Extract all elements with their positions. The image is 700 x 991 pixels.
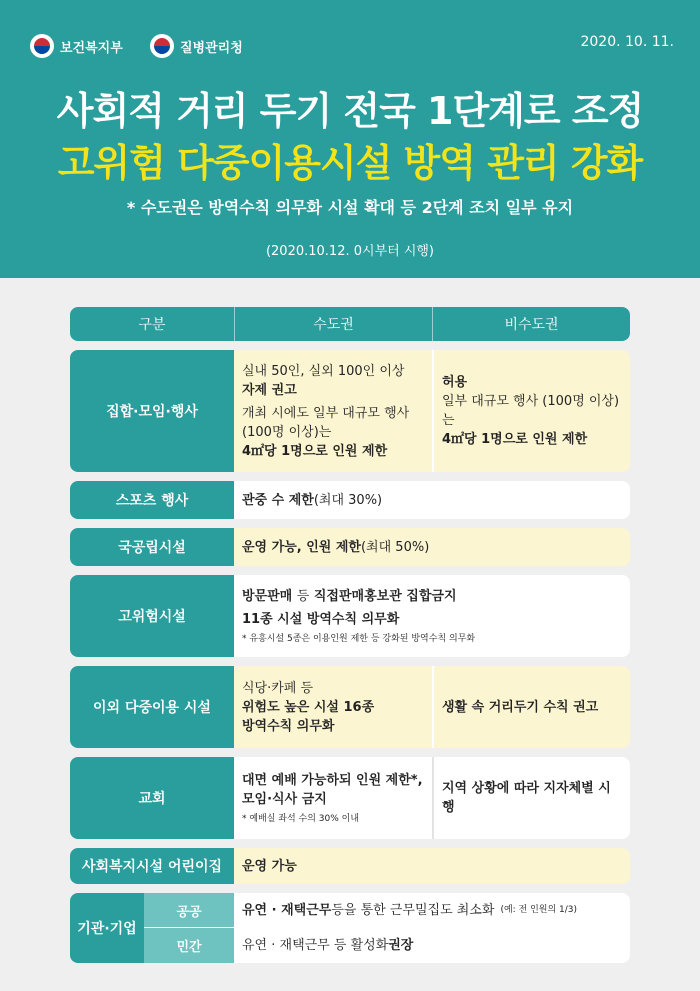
non-metro-cell: [432, 757, 630, 839]
text: 유연 · 재택근무: [242, 902, 332, 918]
text: 직접판매홍보관 집합금지: [309, 588, 457, 604]
ministry-logo-1: [30, 34, 123, 58]
sub-row-private: [144, 928, 630, 963]
ministry-name-2: 질병관리청: [180, 40, 243, 56]
merged-cell: [234, 575, 630, 657]
table-row: [70, 848, 630, 884]
row-category: 스포츠 행사: [70, 481, 234, 519]
text: 4㎡당 1명으로 인원 제한: [242, 443, 388, 459]
text: 대면 예배 가능하되 인원 제한*,: [242, 772, 423, 788]
text: 등: [296, 588, 310, 604]
text: 유연 · 재택근무 등 활성화: [242, 938, 389, 953]
column-header: 수도권: [234, 307, 432, 341]
text: 4㎡당 1명으로 인원 제한: [442, 432, 588, 447]
row-category: 집합·모임·행사: [70, 350, 234, 472]
metro-cell: [234, 350, 432, 472]
text: (최대 50%): [360, 539, 430, 555]
row-category: 이외 다중이용 시설: [70, 666, 234, 748]
ministry-logo-2: [150, 34, 243, 58]
note: (예: 전 인원의 1/3): [500, 904, 578, 915]
text: 개최 시에도 일부 대규모 행사 (100명 이상)는: [242, 405, 410, 440]
title-line-2: 고위험 다중이용시설 방역 관리 강화: [57, 141, 643, 185]
column-header: 비수도권: [432, 307, 630, 341]
private-cell: [234, 928, 630, 963]
text: 운영 가능: [242, 858, 297, 874]
text: 생활 속 거리두기 수칙 권고: [442, 699, 599, 715]
table-row: [70, 893, 630, 963]
table-row: [70, 481, 630, 519]
text: 11종 시설 방역수칙 의무화: [242, 611, 400, 627]
text: 방역수칙 의무화: [242, 718, 335, 734]
merged-cell: [234, 848, 630, 884]
text: 지역 상황에 따라 지자체별 시행: [442, 781, 611, 815]
text: (최대 30%): [313, 492, 383, 508]
table-row: [70, 757, 630, 839]
text: 자제 권고: [242, 382, 297, 398]
sub-row-label: 민간: [144, 928, 234, 963]
note: * 유흥시설 5종은 이용인원 제한 등 강화된 방역수칙 의무화: [242, 633, 476, 644]
text: 모임·식사 금지: [242, 791, 327, 807]
merged-cell: [234, 481, 630, 519]
text: 권장: [388, 938, 414, 953]
ministry-name-1: 보건복지부: [60, 40, 123, 56]
sub-row-public: [144, 893, 630, 928]
table-row: [70, 350, 630, 472]
text: 관중 수 제한: [242, 492, 314, 508]
table-row: [70, 575, 630, 657]
taegeuk-icon: [150, 34, 174, 58]
column-header: 구분: [138, 317, 166, 333]
table-row: [70, 528, 630, 566]
row-category: 사회복지시설 어린이집: [70, 848, 234, 884]
merged-cell: [234, 528, 630, 566]
public-cell: [234, 893, 630, 927]
row-category: 교회: [70, 757, 234, 839]
non-metro-cell: [432, 350, 630, 472]
sub-rows: [144, 893, 630, 963]
row-category: 국공립시설: [70, 528, 234, 566]
text: 운영 가능, 인원 제한: [242, 539, 361, 555]
row-category: 고위험시설: [70, 575, 234, 657]
table-row: [70, 666, 630, 748]
text: 허용: [442, 375, 468, 390]
sub-row-label: 공공: [144, 893, 234, 927]
text: 실내 50인, 실외 100인 이상: [242, 363, 405, 379]
taegeuk-icon: [30, 34, 54, 58]
text: 방문판매: [242, 588, 297, 604]
date: 2020. 10. 11.: [580, 34, 674, 50]
effective-date: (2020.10.12. 0시부터 시행): [265, 244, 435, 259]
row-category: 기관·기업: [70, 893, 144, 963]
text: 등을 통한 근무밀집도 최소화: [331, 902, 495, 918]
text: 일부 대규모 행사 (100명 이상)는: [442, 394, 620, 428]
text: 위험도 높은 시설 16종: [242, 699, 375, 715]
table-header: [70, 307, 630, 341]
non-metro-cell: [432, 666, 630, 748]
note: * 예배실 좌석 수의 30% 이내: [242, 813, 360, 824]
metro-cell: [234, 757, 432, 839]
subtitle: * 수도권은 방역수칙 의무화 시설 확대 등 2단계 조치 일부 유지: [126, 198, 574, 217]
title-line-1: 사회적 거리 두기 전국 1단계로 조정: [56, 89, 644, 133]
text: 식당·카페 등: [242, 680, 314, 696]
header-banner: [0, 0, 700, 278]
metro-cell: [234, 666, 432, 748]
